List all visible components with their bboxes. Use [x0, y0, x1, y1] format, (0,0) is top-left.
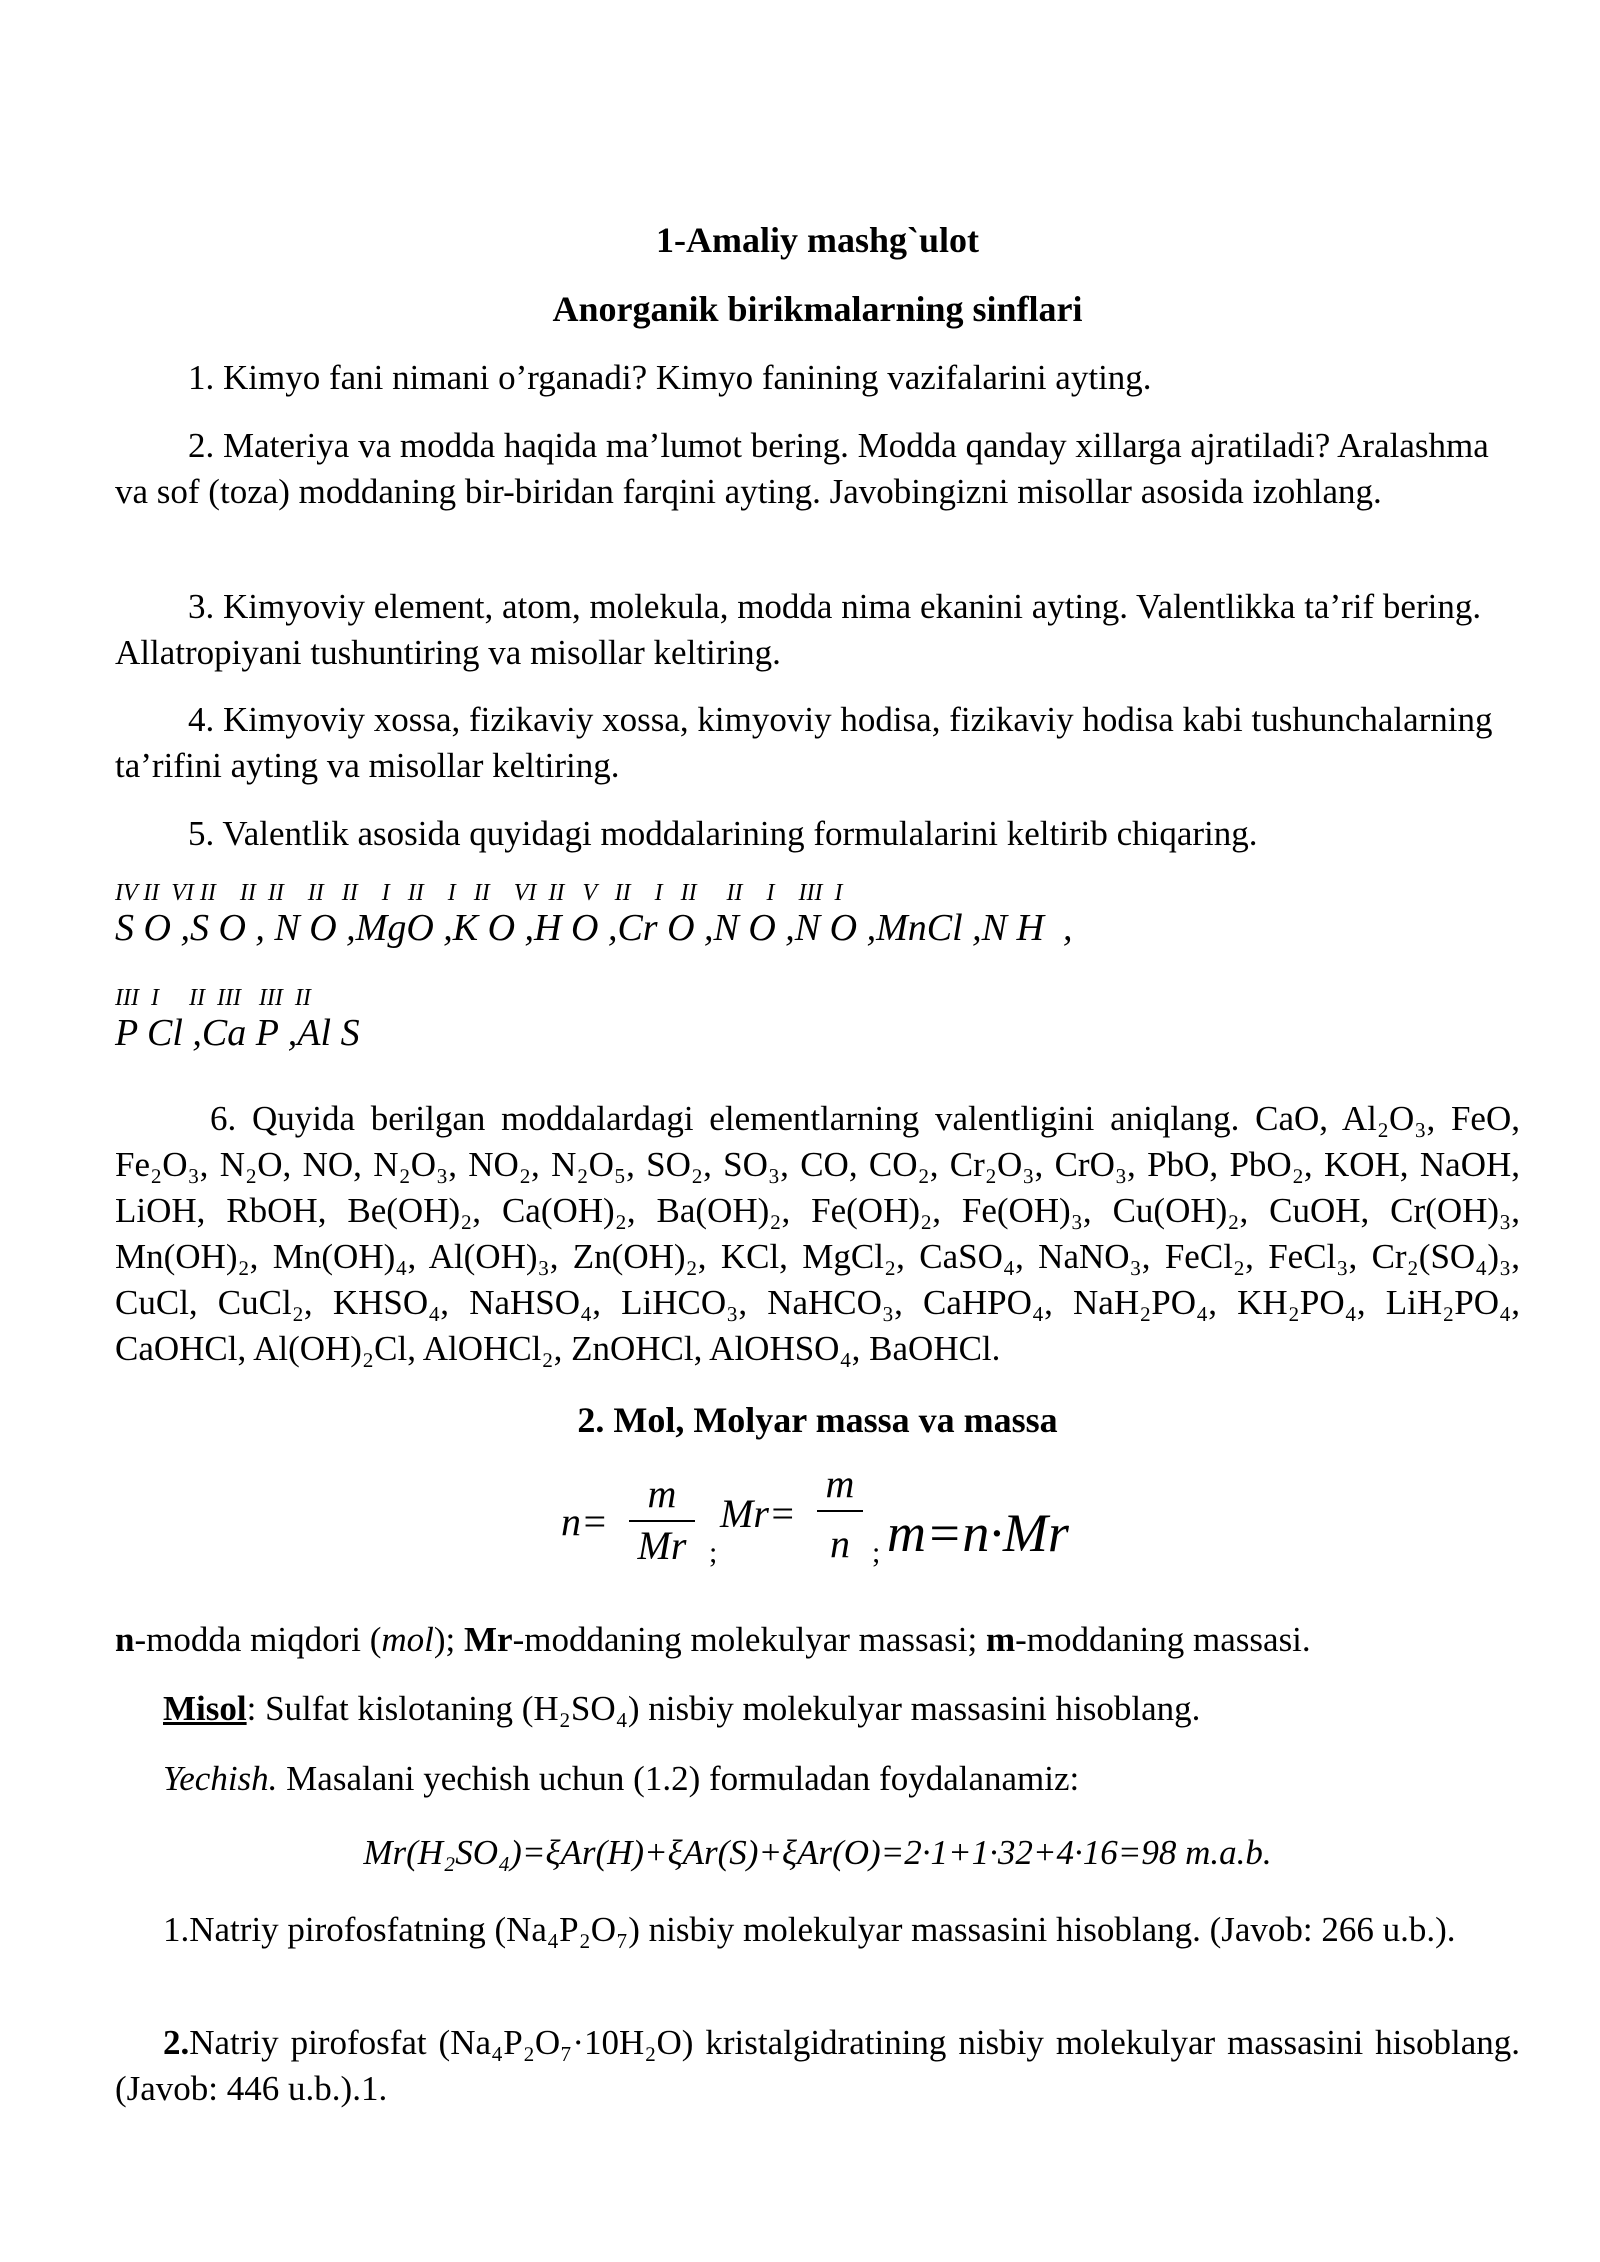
task-1: 1.Natriy pirofosfatning (Na₄P₂O₇) nisbiy molekulyar massasini hisoblang. (Javob: 266 u.b.).	[163, 1910, 1456, 1949]
formula-skeleton-row-2: P Cl ,Ca P ,Al S	[115, 1012, 360, 1054]
question-6	[115, 1096, 1520, 1372]
question-3: 3. Kimyoviy element, atom, molekula, modda nima ekanini ayting. Valentlikka ta’rif bering. Allatropiyani tushuntiring va misollar keltiring.	[115, 587, 1482, 672]
formula-mr-lhs: Mr=	[720, 1491, 796, 1536]
page-title: 1-Amaliy mashg`ulot	[656, 220, 979, 260]
question-1: 1. Kimyo fani nimani o’rganadi? Kimyo fanining vazifalarini ayting.	[188, 358, 1152, 397]
fraction-numerator: m	[647, 1471, 677, 1516]
def-mr-symbol: Mr	[464, 1620, 513, 1659]
fraction-numerator: m	[825, 1461, 855, 1506]
solution-label: Yechish.	[163, 1759, 278, 1798]
valence-formula-row-1	[115, 880, 1520, 990]
def-n-text: -modda miqdori (	[134, 1620, 382, 1659]
def-n-symbol: n	[115, 1620, 135, 1659]
fraction-denominator: Mr	[637, 1523, 687, 1568]
solution-text: Masalani yechish uchun (1.2) formuladan foydalanamiz:	[277, 1759, 1080, 1798]
formula-n-lhs: n=	[561, 1499, 608, 1544]
example-label: Misol	[163, 1689, 247, 1728]
def-m-symbol: m	[985, 1620, 1016, 1659]
example	[115, 1686, 1520, 1732]
question-5: 5. Valentlik asosida quyidagi moddalarining formulalarini keltirib chiqaring.	[188, 814, 1258, 853]
formula-mass: m=n·Mr	[887, 1503, 1069, 1563]
def-mr-text: -moddaning molekulyar massasi;	[512, 1620, 986, 1659]
task-2-text: Natriy pirofosfat (Na₄P₂O₇·10H₂O) kristalgidratining nisbiy molekulyar massasini hisoblang. (Javob: 446 u.b.).1.	[115, 2023, 1520, 2108]
def-separator: );	[433, 1620, 465, 1659]
question-6-label: 6. Quyida berilgan moddalardagi elementlarning valentligini aniqlang.	[210, 1099, 1240, 1138]
valence-labels-row-1: IV II VI II II II II II I II I II VI II V II I II II I III I	[115, 880, 843, 906]
question-2: 2. Materiya va modda haqida ma’lumot bering. Modda qanday xillarga ajratiladi? Aralashma va sof (toza) moddaning bir-biridan farqini ayting. Javobingizni misollar asosida izohlang.	[115, 426, 1489, 511]
valence-labels-row-2: III I II III III II	[115, 985, 311, 1011]
mol-formulas	[115, 1461, 1520, 1590]
page-subtitle: Anorganik birikmalarning sinflari	[552, 289, 1083, 329]
task-2-number: 2.	[163, 2023, 190, 2062]
fraction-m-over-n	[815, 1460, 865, 1570]
separator: ;	[709, 1536, 718, 1569]
def-mol-unit: mol	[381, 1620, 434, 1659]
definitions	[115, 1617, 1520, 1663]
solution	[115, 1756, 1520, 1802]
example-text: : Sulfat kislotaning (H₂SO₄) nisbiy molekulyar massasini hisoblang.	[246, 1689, 1201, 1728]
separator: ;	[872, 1536, 881, 1569]
question-4: 4. Kimyoviy xossa, fizikaviy xossa, kimyoviy hodisa, fizikaviy hodisa kabi tushunchalarning ta’rifini ayting va misollar keltiring.	[115, 700, 1493, 785]
fraction-denominator: n	[830, 1521, 850, 1566]
question-6-compounds: CaO, Al₂O₃, FeO, Fe₂O₃, N₂O, NO, N₂O₃, NO₂, N₂O₅, SO₂, SO₃, CO, CO₂, Cr₂O₃, CrO₃, PbO, PbO₂, KOH, NaOH, LiOH, RbOH, Be(OH)₂, Ca(OH)₂, Ba(OH)₂, Fe(OH)₂, Fe(OH)₃, Cu(OH)₂, CuOH, Cr(OH)₃, Mn(OH)₂, Mn(OH)₄, Al(OH)₃, Zn(OH)₂, KCl, MgCl₂, CaSO₄, NaNO₃, FeCl₂, FeCl₃, Cr₂(SO₄)₃, CuCl, CuCl₂, KHSO₄, NaHSO₄, LiHCO₃, NaHCO₃, CaHPO₄, NaH₂PO₄, KH₂PO₄, LiH₂PO₄, CaOHCl, Al(OH)₂Cl, AlOHCl₂, ZnOHCl, AlOHSO₄, BaOHCl.	[115, 1099, 1520, 1368]
section-2-title: 2. Mol, Molyar massa va massa	[577, 1400, 1058, 1440]
fraction-bar	[817, 1510, 863, 1512]
calculation: Mr(H₂SO₄)=ξAr(H)+ξAr(S)+ξAr(O)=2·1+1·32+4·16=98 m.a.b.	[363, 1833, 1272, 1872]
formula-skeleton-row-1: S O ,S O , N O ,MgO ,K O ,H O ,Cr O ,N O ,N O ,MnCl ,N H ,	[115, 907, 1073, 949]
fraction-m-over-mr	[627, 1470, 697, 1580]
def-m-text: -moddaning massasi.	[1015, 1620, 1311, 1659]
valence-formula-row-2	[115, 985, 1520, 1095]
task-2	[115, 2020, 1520, 2112]
